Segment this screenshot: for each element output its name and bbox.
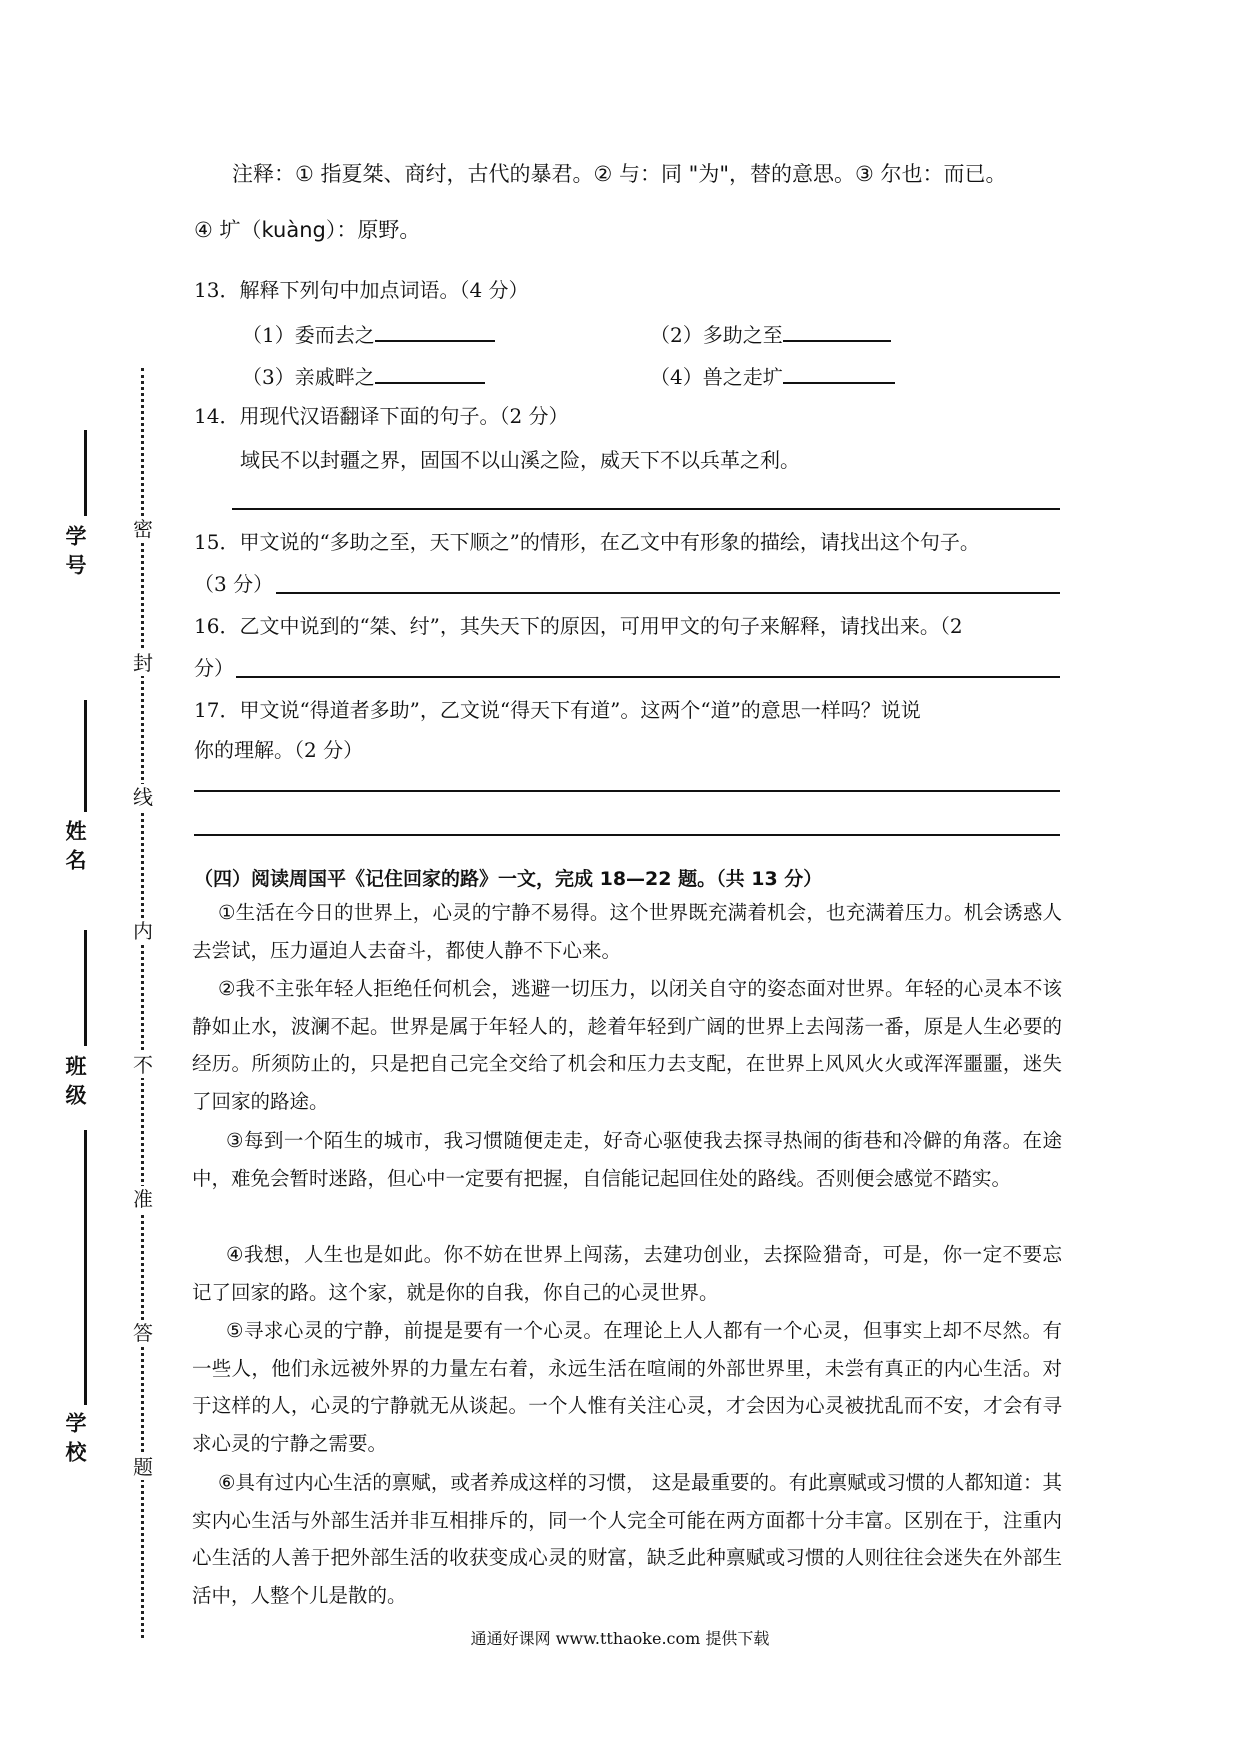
seal-char: 内 [130, 918, 156, 944]
seal-char: 不 [130, 1052, 156, 1078]
q13-item-4-text: （4）兽之走圹 [650, 365, 783, 389]
q14-sentence: 域民不以封疆之界，固国不以山溪之险，威天下不以兵革之利。 [240, 448, 800, 472]
class-label: 班级 [63, 1055, 87, 1113]
q14-prompt: 14．用现代汉语翻译下面的句子。（2 分） [194, 404, 569, 428]
reading-paragraph-5: ⑤寻求心灵的宁静，前提是要有一个心灵。在理论上人人都有一个心灵，但事实上却不尽然。有一些人，他们永远被外界的力量左右着，永远生活在喧闹的外部世界里，未尝有真正的内心生活。对于这样的人，心灵的宁静就无从谈起。一个人惟有关注心灵，才会因为心灵被扰乱而不安，才会有寻求心灵的宁静之需要。 [192, 1319, 1062, 1455]
answer-blank[interactable] [783, 318, 891, 342]
student-id-label: 学号 [63, 525, 87, 583]
reading-paragraph-3: ③每到一个陌生的城市，我习惯随便走走，好奇心驱使我去探寻热闹的街巷和冷僻的角落。在途中，难免会暂时迷路，但心中一定要有把握，自信能记起回住处的路线。否则便会感觉不踏实。 [192, 1129, 1062, 1190]
reading-paragraph-1: ①生活在今日的世界上，心灵的宁静不易得。这个世界既充满着机会，也充满着压力。机会诱惑人去尝试，压力逼迫人去奋斗，都使人静不下心来。 [192, 901, 1062, 962]
seal-char: 题 [130, 1454, 156, 1480]
q17-line-2: 你的理解。（2 分） [194, 738, 364, 762]
page-footer: 通通好课网 www.tthaoke.com 提供下载 [470, 1629, 770, 1648]
name-line [84, 700, 87, 812]
answer-blank[interactable] [375, 360, 485, 384]
q17-line-1: 17．甲文说“得道者多助”，乙文说“得天下有道”。这两个“道”的意思一样吗？说说 [194, 698, 921, 722]
q16-answer-line[interactable] [236, 676, 1060, 678]
reading-paragraph-4: ④我想，人生也是如此。你不妨在世界上闯荡，去建功创业，去探险猎奇，可是，你一定不要忘记了回家的路。这个家，就是你的自我，你自己的心灵世界。 [192, 1243, 1062, 1304]
student-id-line [84, 430, 87, 516]
class-line [84, 930, 87, 1046]
q15-line-1: 15．甲文说的“多助之至，天下顺之”的情形，在乙文中有形象的描绘，请找出这个句子。 [194, 530, 980, 554]
q17-answer-line-1[interactable] [194, 790, 1060, 792]
school-label: 学校 [63, 1412, 87, 1470]
q16-line-2: 分） [194, 656, 234, 680]
q15-answer-line[interactable] [276, 592, 1060, 594]
reading-paragraph-2: ②我不主张年轻人拒绝任何机会，逃避一切压力，以闭关自守的姿态面对世界。年轻的心灵本不该静如止水，波澜不起。世界是属于年轻人的，趁着年轻到广阔的世界上去闯荡一番，原是人生必要的经历。所须防止的，只是把自己完全交给了机会和压力去支配，在世界上风风火火或浑浑噩噩，迷失了回家的路途。 [192, 977, 1062, 1113]
q13-item-1 [242, 318, 495, 349]
q15-line-2: （3 分） [194, 572, 274, 596]
q13-item-1-text: （1）委而去之 [242, 323, 375, 347]
seal-char: 密 [130, 516, 156, 542]
seal-char: 封 [130, 650, 156, 676]
q13-item-2 [650, 318, 891, 349]
annotation-line-1: 注释：① 指夏桀、商纣，古代的暴君。② 与：同 "为"，替的意思。③ 尔也：而已。 [232, 162, 1007, 186]
seal-char: 答 [130, 1320, 156, 1346]
q16-line-1: 16．乙文中说到的“桀、纣”，其失天下的原因，可用甲文的句子来解释，请找出来。（2 [194, 614, 963, 638]
q14-answer-line[interactable] [232, 508, 1060, 510]
q13-item-4 [650, 360, 895, 391]
q13-item-3-text: （3）亲戚畔之 [242, 365, 375, 389]
q17-answer-line-2[interactable] [194, 834, 1060, 836]
seal-char: 线 [130, 784, 156, 810]
q13-prompt: 13．解释下列句中加点词语。（4 分） [194, 278, 529, 302]
annotation-line-2: ④ 圹（kuàng）：原野。 [194, 218, 421, 242]
answer-blank[interactable] [783, 360, 895, 384]
answer-blank[interactable] [375, 318, 495, 342]
q13-item-2-text: （2）多助之至 [650, 323, 783, 347]
seal-char: 准 [130, 1186, 156, 1212]
reading-section-title: （四）阅读周国平《记住回家的路》一文，完成 18—22 题。（共 13 分） [194, 868, 823, 890]
q13-item-3 [242, 360, 485, 391]
school-line [84, 1130, 87, 1405]
reading-paragraph-6: ⑥具有过内心生活的禀赋，或者养成这样的习惯， 这是最重要的。有此禀赋或习惯的人都知道：其实内心生活与外部生活并非互相排斥的，同一个人完全可能在两方面都十分丰富。区别在于，注重内心生活的人善于把外部生活的收获变成心灵的财富，缺乏此种禀赋或习惯的人则往往会迷失在外部生活中，人整个儿是散的。 [192, 1471, 1062, 1607]
name-label: 姓名 [63, 820, 87, 878]
seal-dotted-line [141, 368, 144, 1638]
